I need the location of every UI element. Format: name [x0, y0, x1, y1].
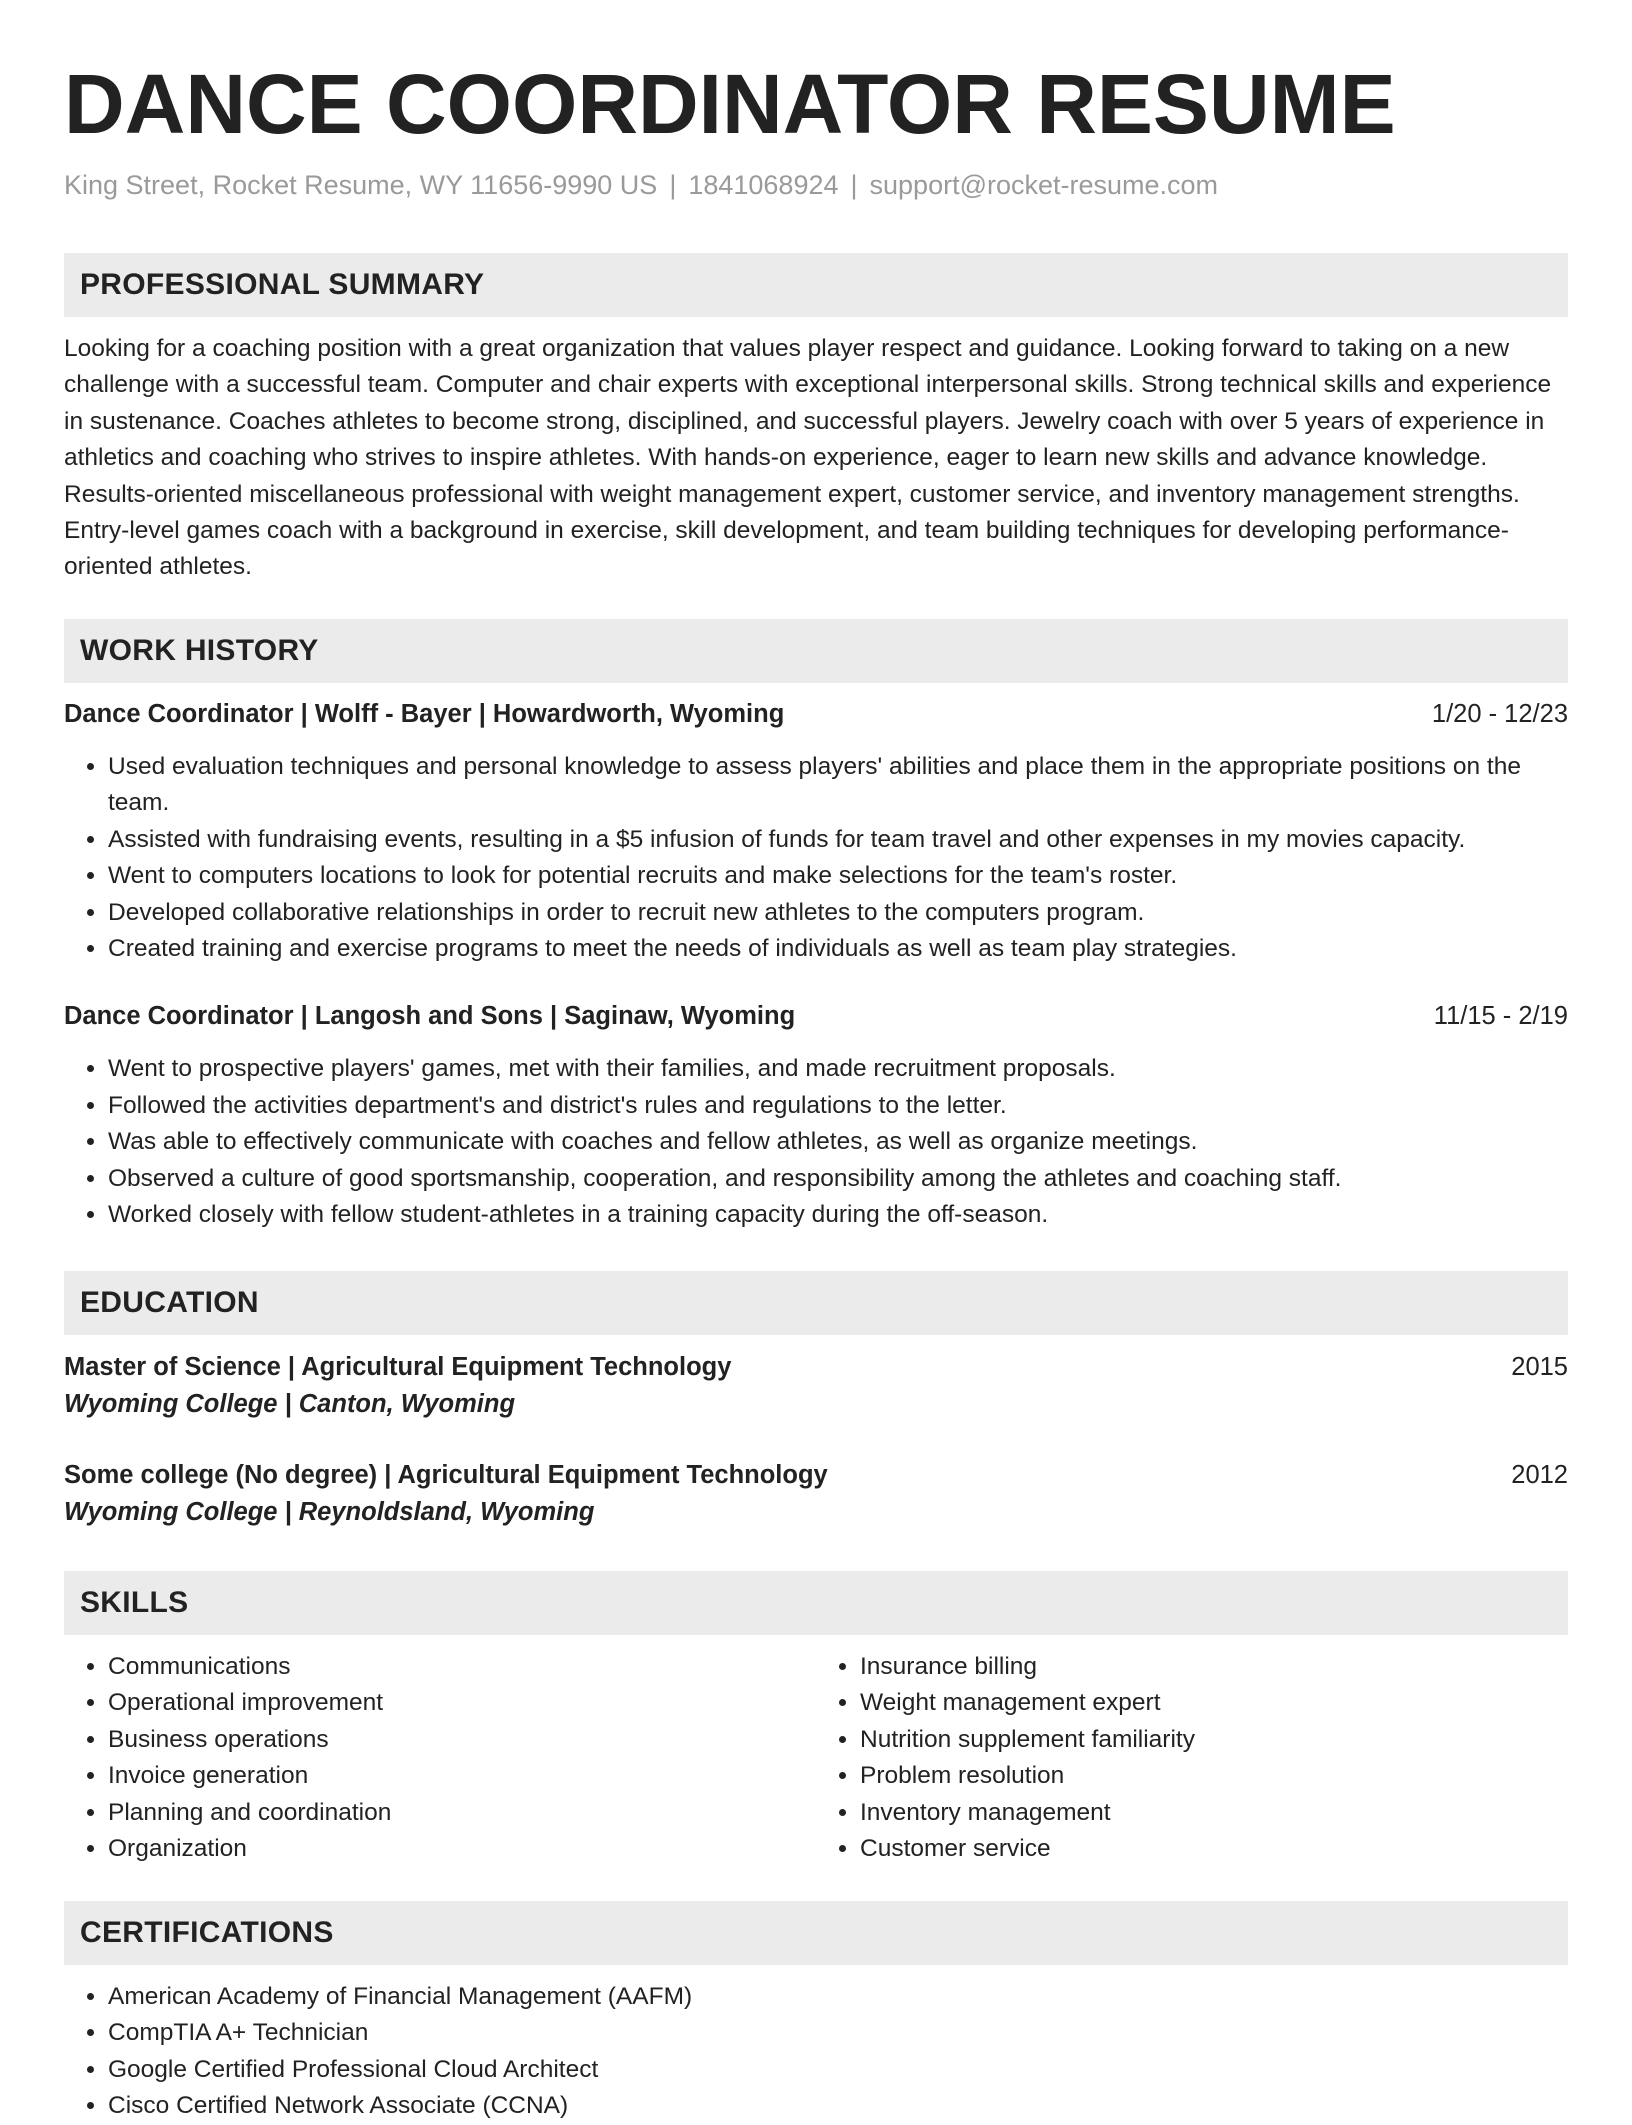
resume-title: DANCE COORDINATOR RESUME: [64, 57, 1396, 151]
job-bullet: • Went to prospective players' games, met with their families, and made recruitment proposals.: [108, 1051, 1568, 1087]
education-section: [64, 1271, 1568, 1531]
job-bullet: • Worked closely with fellow student-athletes in a training capacity during the off-season.: [108, 1197, 1568, 1233]
certification-item: • Google Certified Professional Cloud Architect: [108, 2052, 1568, 2088]
contact-phone: 1841068924: [688, 170, 839, 200]
skill-item: • Weight management expert: [860, 1685, 1568, 1721]
skills-columns: [64, 1649, 1568, 1867]
skill-item: • Communications: [108, 1649, 816, 1685]
work-history-section: [64, 619, 1568, 1233]
certification-item: • Cisco Certified Network Associate (CCNA): [108, 2088, 1568, 2124]
job-header: [64, 999, 1568, 1033]
education-degree: Some college (No degree) | Agricultural Equipment Technology: [64, 1461, 828, 1489]
job-bullet: • Used evaluation techniques and personal knowledge to assess players' abilities and place them in the appropriate positions on the team.: [108, 749, 1568, 822]
section-heading-summary: PROFESSIONAL SUMMARY: [64, 253, 1568, 317]
education-header: [64, 1349, 1568, 1385]
job-bullet: • Was able to effectively communicate with coaches and fellow athletes, as well as organize meetings.: [108, 1124, 1568, 1160]
skill-item: • Invoice generation: [108, 1758, 816, 1794]
certification-item: • American Academy of Financial Management (AAFM): [108, 1979, 1568, 2015]
job-bullet: • Assisted with fundraising events, resulting in a $5 infusion of funds for team travel and other expenses in my movies capacity.: [108, 822, 1568, 858]
job-bullets: [64, 1051, 1568, 1233]
job-bullet: • Created training and exercise programs to meet the needs of individuals as well as team play strategies.: [108, 931, 1568, 967]
education-school: Wyoming College | Canton, Wyoming: [64, 1390, 516, 1418]
skill-item: • Business operations: [108, 1722, 816, 1758]
job-title: Dance Coordinator | Langosh and Sons | Saginaw, Wyoming: [64, 1002, 796, 1031]
contact-line: [64, 168, 1568, 202]
job-bullets: [64, 749, 1568, 967]
education-entry: [64, 1457, 1568, 1531]
certification-item: • CompTIA A+ Technician: [108, 2015, 1568, 2051]
contact-address: King Street, Rocket Resume, WY 11656-9990 US: [64, 170, 658, 200]
section-heading-work-history: WORK HISTORY: [64, 619, 1568, 683]
skill-item: • Inventory management: [860, 1795, 1568, 1831]
contact-separator: |: [850, 170, 858, 200]
education-school: Wyoming College | Reynoldsland, Wyoming: [64, 1498, 595, 1526]
job-bullet: • Followed the activities department's and district's rules and regulations to the letter.: [108, 1088, 1568, 1124]
skills-list-right: [816, 1649, 1568, 1867]
contact-separator: |: [669, 170, 677, 200]
skill-item: • Nutrition supplement familiarity: [860, 1722, 1568, 1758]
contact-email: support@rocket-resume.com: [869, 170, 1219, 200]
job-title: Dance Coordinator | Wolff - Bayer | Howardworth, Wyoming: [64, 700, 785, 728]
education-year: 2012: [1511, 1461, 1568, 1489]
education-degree: Master of Science | Agricultural Equipment Technology: [64, 1353, 732, 1381]
job-bullet: • Observed a culture of good sportsmanship, cooperation, and responsibility among the athletes and coaching staff.: [108, 1161, 1568, 1197]
job-header: [64, 697, 1568, 731]
job-entry: [64, 697, 1568, 967]
certifications-section: [64, 1901, 1568, 2125]
education-header: [64, 1457, 1568, 1493]
certifications-list: [64, 1979, 1568, 2125]
section-heading-education: EDUCATION: [64, 1271, 1568, 1335]
resume-header: [64, 0, 1568, 202]
section-heading-skills: SKILLS: [64, 1571, 1568, 1635]
job-bullet: • Developed collaborative relationships in order to recruit new athletes to the computers program.: [108, 895, 1568, 931]
skill-item: • Organization: [108, 1831, 816, 1867]
job-dates: 11/15 - 2/19: [1433, 1002, 1568, 1031]
job-dates: 1/20 - 12/23: [1431, 700, 1568, 728]
skill-item: • Operational improvement: [108, 1685, 816, 1721]
job-bullet: • Went to computers locations to look for potential recruits and make selections for the team's roster.: [108, 858, 1568, 894]
section-heading-certifications: CERTIFICATIONS: [64, 1901, 1568, 1965]
summary-text: Looking for a coaching position with a great organization that values player respect and guidance. Looking forward to taking on a new challenge with a successful team. Computer and chair experts with exceptional interpersonal skills. Strong technical skills and experience in sustenance. Coaches athletes to become strong, disciplined, and successful players. Jewelry coach with over 5 years of experience in athletics and coaching who strives to inspire athletes. With hands-on experience, eager to learn new skills and advance knowledge. Results-oriented miscellaneous professional with weight management expert, customer service, and inventory management strengths. Entry-level games coach with a background in exercise, skill development, and team building techniques for developing performance-oriented athletes.: [64, 335, 1552, 581]
skills-list-left: [64, 1649, 816, 1867]
skill-item: • Insurance billing: [860, 1649, 1568, 1685]
education-year: 2015: [1511, 1353, 1568, 1381]
education-entry: [64, 1349, 1568, 1423]
skill-item: • Customer service: [860, 1831, 1568, 1867]
skill-item: • Problem resolution: [860, 1758, 1568, 1794]
skill-item: • Planning and coordination: [108, 1795, 816, 1831]
job-entry: [64, 999, 1568, 1233]
skills-section: [64, 1571, 1568, 1867]
summary-section: [64, 253, 1568, 586]
